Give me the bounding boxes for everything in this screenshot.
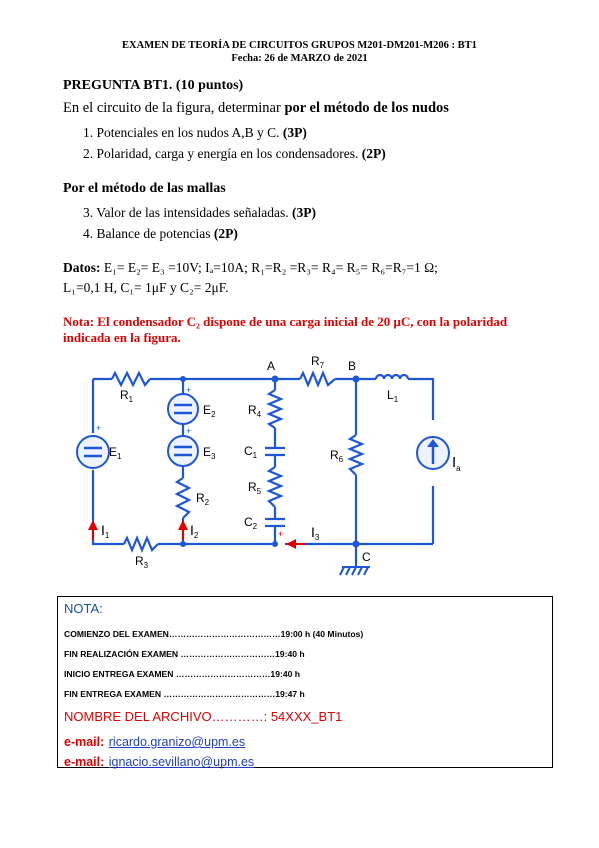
email-link[interactable]: ignacio.sevillano@upm.es [108,755,255,769]
ground-icon [340,567,370,575]
resistor-r5 [269,467,281,507]
svg-text:R4: $R_4$ [248,403,262,419]
svg-text:R6: $R_6$ [330,448,344,464]
node-c-label: C [362,550,371,564]
schedule-row: FIN REALIZACIÓN EXAMEN ……………………………19:40 h [64,649,305,659]
list-item: 4. Balance de potencias (2P) [83,226,238,241]
svg-text:C1: $C_1$ [244,444,258,460]
svg-text:R1: $R_1$ [120,388,134,404]
question-title: PREGUNTA BT1. (10 puntos) [63,78,244,93]
mesh-title: Por el método de las mallas [63,181,226,196]
node-b-label: B [348,359,357,373]
svg-text:I2: $I_2$ [190,522,199,540]
circuit-wires [93,379,433,567]
exam-date: Fecha: 26 de MARZO de 2021 [231,53,368,64]
svg-text:+: + [96,423,102,433]
svg-text:R7: $R_7$ [311,354,325,370]
resistor-r3 [124,538,158,550]
svg-text:I3: $I_3$ [311,524,320,542]
svg-text:E1: $E_1$ [109,445,122,461]
svg-text:R3: $R_3$ [135,554,149,570]
schedule-row: COMIENZO DEL EXAMEN…………………………………19:00 h (40 Minutos) [64,629,364,639]
data-line: Datos: E₁= E₂= E₃ =10V; Iₐ=10A; R₁=R₂ =R₃= R₄= R₅= R₆=R₇=1 Ω; [63,260,438,275]
data-line: L₁=0,1 H, C₁= 1μF y C₂= 2μF. [63,280,229,295]
svg-text:E2: $E_2$ [203,403,216,419]
svg-text:E3: $E_3$ [203,445,216,461]
question-intro: En el circuito de la figura, determinar por el método de los nudos [63,100,449,116]
schedule-row: FIN ENTREGA EXAMEN …………………………………19:47 h [64,689,305,699]
svg-text:+: + [186,426,192,436]
resistors [112,373,408,550]
current-source-ia [417,437,449,469]
source-e3 [168,436,198,466]
svg-text:Ia: $I_a$ [452,454,461,473]
schedule-row: INICIO ENTREGA EXAMEN ……………………………19:40 h [64,669,301,679]
resistor-r1 [112,373,150,385]
email-row: e-mail: ricardo.granizo@upm.es [64,735,246,749]
svg-text:R2: $R_2$ [196,491,210,507]
exam-schedule-box [57,596,553,768]
email-link[interactable]: ricardo.granizo@upm.es [108,735,246,749]
resistor-r4 [269,390,281,428]
note-box-title: NOTA: [64,601,103,616]
resistor-r7 [300,373,335,385]
list-item: 3. Valor de las intensidades señaladas. (3P) [83,205,316,220]
svg-text:R5: $R_5$ [248,480,262,496]
resistor-r2 [177,478,189,518]
svg-text:C2: $C_2$ [244,515,258,531]
source-e1 [77,436,109,468]
note-line: indicada en la figura. [63,330,181,345]
svg-text:+: + [278,529,284,539]
svg-text:I1: $I_1$ [101,522,110,540]
list-item: 1. Potenciales en los nudos A,B y C. (3P) [83,125,307,140]
list-item: 2. Polaridad, carga y energía en los condensadores. (2P) [83,146,386,161]
resistor-r6 [350,435,362,475]
email-row: e-mail: ignacio.sevillano@upm.es [64,755,255,769]
svg-text:L1: $L_1$ [387,388,399,404]
source-e2 [168,394,198,424]
note-line: Nota: El condensador C₂ dispone de una carga inicial de 20 μC, con la polaridad [63,314,508,329]
node-a-label: A [267,359,276,373]
exam-header: EXAMEN DE TEORÍA DE CIRCUITOS GRUPOS M201-DM201-M206 : BT1 [122,40,477,51]
inductor-l1 [376,375,408,379]
svg-text:+: + [186,385,192,395]
filename-line: NOMBRE DEL ARCHIVO…………: 54XXX_BT1 [64,709,343,724]
